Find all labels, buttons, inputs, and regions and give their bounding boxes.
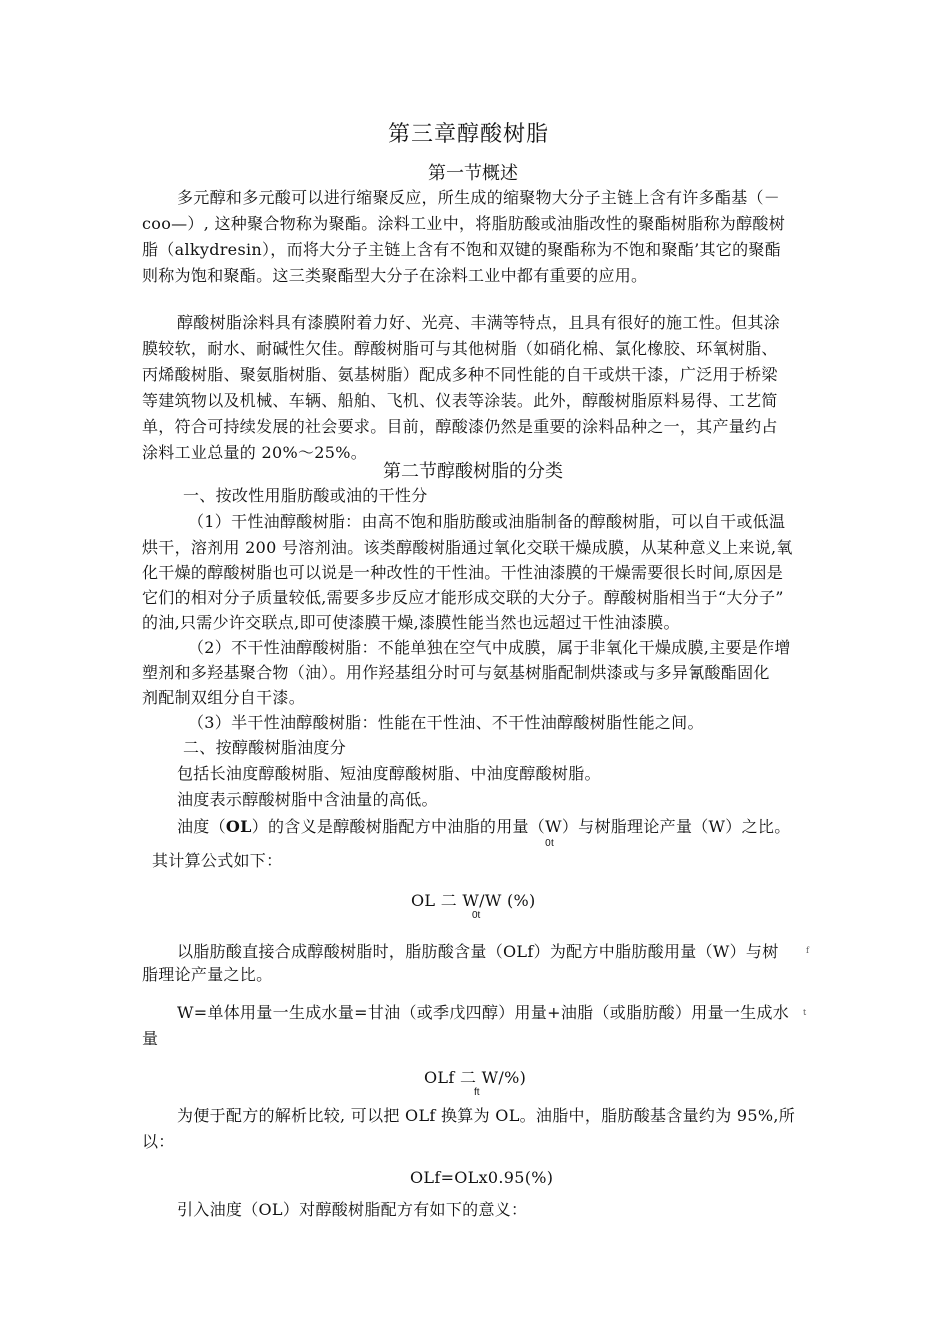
ol-def-prefix: 油度（	[177, 817, 226, 836]
ol-def-bold: OL	[225, 817, 252, 836]
formula-ol: OL 二 W/W (%)	[411, 891, 536, 910]
olf-para-line2: 脂理论产量之比。	[142, 965, 273, 984]
section2-heading: 第二节醇酸树脂的分类	[383, 461, 563, 482]
item2-line3: 剂配制双组分自干漆。	[142, 688, 306, 707]
para2-line3: 丙烯酸树脂、聚氨脂树脂、氨基树脂）配成多种不同性能的自干或烘干漆，广泛用于桥梁	[142, 365, 778, 384]
formula-ol-subscript: 0t	[472, 910, 481, 921]
w-para-line2: 量	[142, 1029, 159, 1048]
oil-length-meaning: 油度表示醇酸树脂中含油量的高低。	[177, 790, 438, 809]
section1-heading: 第一节概述	[428, 163, 518, 184]
item1-line3: 化干燥的醇酸树脂也可以说是一种改性的干性油。干性油漆膜的干燥需要很长时间,原因是	[142, 563, 784, 582]
oil-length-types: 包括长油度醇酸树脂、短油度醇酸树脂、中油度醇酸树脂。	[177, 764, 601, 783]
formula-olf: OLf 二 W/%)	[424, 1068, 527, 1087]
w-margin-mark: t	[803, 1008, 807, 1017]
olf-margin-mark: f	[806, 946, 809, 955]
item1-line5: 的油,只需少许交联点,即可使漆膜干燥,漆膜性能当然也远超过干性油漆膜。	[142, 613, 680, 632]
olf-para-line1: 以脂肪酸直接合成醇酸树脂时，脂肪酸含量（OLf）为配方中脂肪酸用量（W）与树	[177, 942, 779, 961]
item3-line: （3）半干性油醇酸树脂：性能在干性油、不干性油醇酸树脂性能之间。	[188, 713, 704, 732]
item1-line1: （1）干性油醇酸树脂：由高不饱和脂肪酸或油脂制备的醇酸树脂，可以自干或低温	[188, 512, 786, 531]
subheading-oil-length: 二、按醇酸树脂油度分	[183, 738, 347, 757]
item1-line4: 它们的相对分子质量较低,需要多步反应才能形成交联的大分子。醇酸树脂相当于“大分子”	[142, 588, 784, 607]
formula-conversion: OLf=OLx0.95(%)	[410, 1168, 554, 1187]
para2-line1: 醇酸树脂涂料具有漆膜附着力好、光亮、丰满等特点，且具有很好的施工性。但其涂	[177, 313, 781, 332]
para2-line2: 膜较软，耐水、耐碱性欠佳。醇酸树脂可与其他树脂（如硝化棉、氯化橡胶、环氧树脂、	[142, 339, 778, 358]
para2-line5: 单，符合可持续发展的社会要求。目前，醇酸漆仍然是重要的涂料品种之一，其产量约占	[142, 417, 778, 436]
ol-definition	[177, 814, 791, 849]
para2-line4: 等建筑物以及机械、车辆、船舶、飞机、仪表等涂装。此外，醇酸树脂原料易得、工艺简	[142, 391, 778, 410]
para1-line2: coo—）, 这种聚合物称为聚酯。涂料工业中，将脂肪酸或油脂改性的聚酯树脂称为醇酸树	[142, 214, 785, 233]
convert-para-line2: 以：	[142, 1132, 175, 1151]
closing-line: 引入油度（OL）对醇酸树脂配方有如下的意义：	[177, 1200, 528, 1219]
formula-intro: 其计算公式如下：	[152, 851, 283, 870]
para2-line6: 涂料工业总量的 20%～25%。	[142, 443, 368, 462]
subheading-dryness: 一、按改性用脂肪酸或油的干性分	[183, 486, 428, 505]
ol-def-w: W 0t	[545, 814, 562, 840]
item2-line2: 塑剂和多羟基聚合物（油）。用作羟基组分时可与氨基树脂配制烘漆或与多异氰酸酯固化	[142, 663, 770, 682]
w-para-line1: W=单体用量一生成水量=甘油（或季戊四醇）用量+油脂（或脂肪酸）用量一生成水	[177, 1003, 790, 1022]
para1-line1: 多元醇和多元酸可以进行缩聚反应，所生成的缩聚物大分子主链上含有许多酯基（－	[177, 188, 781, 207]
ol-def-middle: ）的含义是醇酸树脂配方中油脂的用量（	[251, 817, 546, 836]
ol-def-subscript: 0t	[545, 838, 555, 849]
convert-para-line1: 为便于配方的解析比较, 可以把 OLf 换算为 OL。油脂中，脂肪酸基含量约为 95%,所	[177, 1106, 796, 1125]
item2-line1: （2）不干性油醇酸树脂：不能单独在空气中成膜，属于非氧化干燥成膜,主要是作增	[188, 638, 791, 657]
formula-olf-subscript: ft	[474, 1087, 480, 1098]
para1-line4: 则称为饱和聚酯。这三类聚酯型大分子在涂料工业中都有重要的应用。	[142, 266, 648, 285]
chapter-title: 第三章醇酸树脂	[388, 122, 550, 147]
ol-def-suffix: ）与树脂理论产量（W）之比。	[561, 817, 791, 836]
para1-line3: 脂（alkydresin），而将大分子主链上含有不饱和双键的聚酯称为不饱和聚酯’其它的聚酯	[142, 240, 781, 259]
item1-line2: 烘干，溶剂用 200 号溶剂油。该类醇酸树脂通过氧化交联干燥成膜，从某种意义上来说,氧	[142, 538, 793, 557]
